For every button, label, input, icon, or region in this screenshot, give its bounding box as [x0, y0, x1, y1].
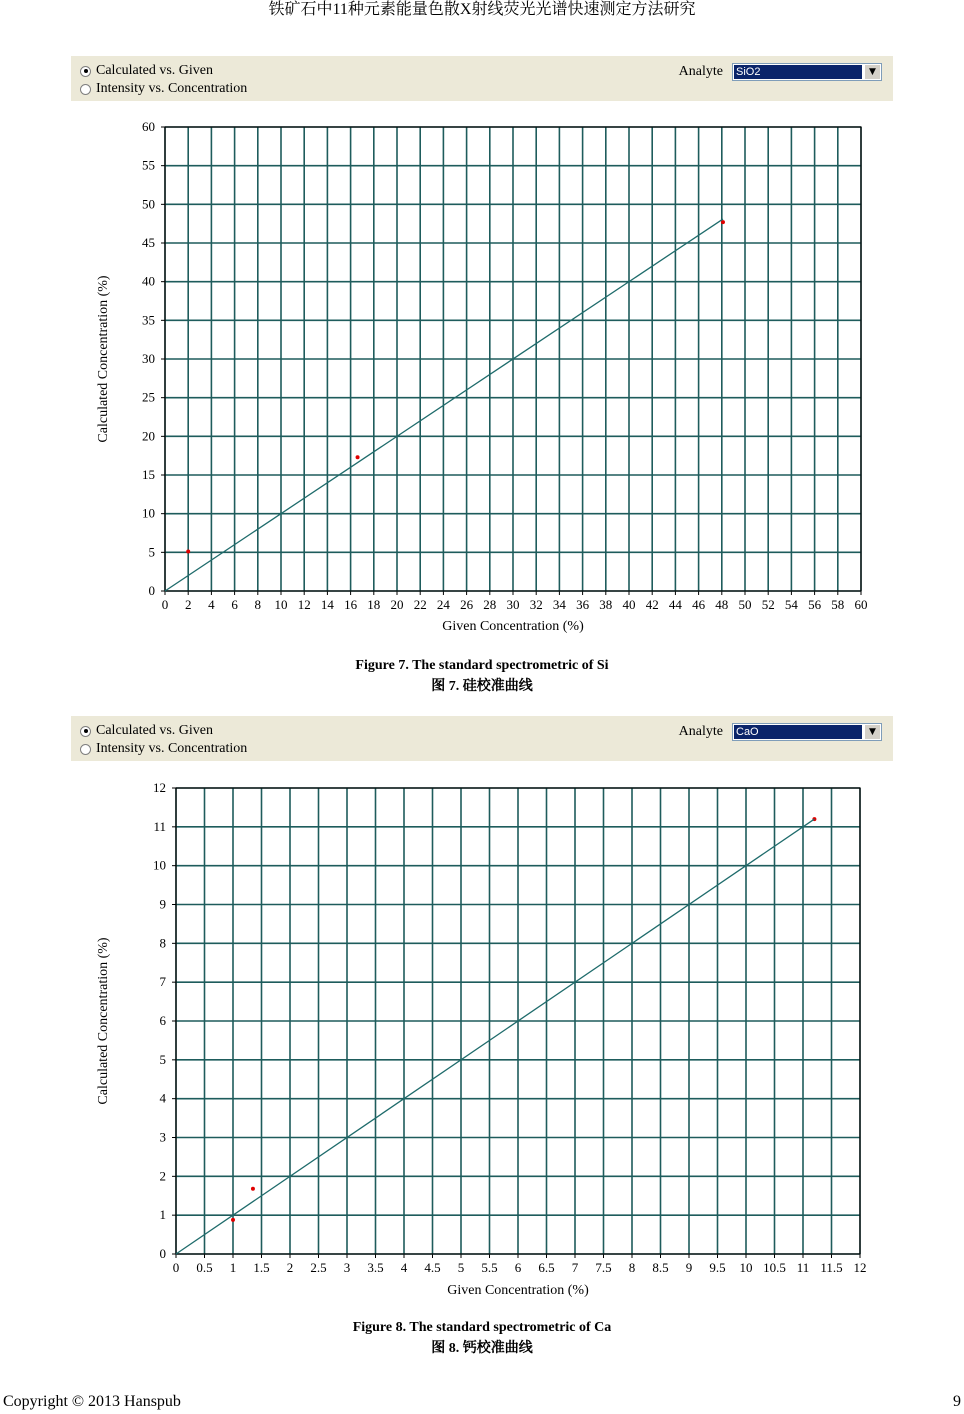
x-tick-label: 0	[172, 1260, 180, 1275]
x-tick-label: 28	[483, 597, 497, 612]
x-tick-label: 16	[344, 597, 358, 612]
x-tick-label: 42	[645, 597, 659, 612]
analyte-select[interactable]	[732, 723, 882, 741]
x-tick-label: 12	[297, 597, 311, 612]
x-tick-label: 7	[571, 1260, 579, 1275]
y-tick-label: 55	[142, 157, 155, 173]
figure-8-caption-en: Figure 8. The standard spectrometric of Ca	[352, 1320, 612, 1335]
x-tick-label: 56	[808, 597, 822, 612]
x-tick-label: 22	[413, 597, 427, 612]
x-tick-label: 60	[854, 597, 868, 612]
x-tick-label: 3.5	[367, 1260, 384, 1275]
figure-8-panel	[71, 716, 893, 1306]
x-tick-label: 58	[831, 597, 845, 612]
y-tick-label: 2	[159, 1168, 166, 1184]
y-tick-label: 10	[142, 505, 155, 521]
x-tick-label: 30	[506, 597, 520, 612]
x-tick-label: 32	[529, 597, 543, 612]
radio-button-icon[interactable]	[80, 84, 91, 95]
radio-intensity-vs-concentration[interactable]	[80, 741, 247, 757]
radio-button-selected-icon[interactable]	[80, 66, 91, 77]
x-tick-label: 5	[457, 1260, 465, 1275]
x-tick-label: 2.5	[310, 1260, 327, 1275]
x-tick-label: 10.5	[763, 1260, 786, 1275]
data-point	[186, 550, 190, 554]
x-tick-label: 44	[668, 597, 682, 612]
x-tick-label: 50	[738, 597, 752, 612]
radio-calculated-vs-given[interactable]	[80, 63, 213, 79]
x-tick-label: 54	[784, 597, 798, 612]
x-tick-label: 52	[761, 597, 775, 612]
x-tick-label: 0	[161, 597, 169, 612]
chevron-down-icon[interactable]: ▼	[864, 725, 880, 739]
x-tick-label: 34	[552, 597, 566, 612]
y-tick-label: 25	[142, 389, 155, 405]
x-tick-label: 7.5	[595, 1260, 612, 1275]
x-axis-title: Given Concentration (%)	[447, 1283, 589, 1298]
x-tick-label: 38	[599, 597, 613, 612]
analyte-label: Analyte	[678, 64, 723, 79]
y-tick-label: 15	[142, 467, 155, 482]
y-tick-label: 12	[153, 780, 166, 795]
x-tick-label: 8	[254, 597, 262, 612]
radio-label: Intensity vs. Concentration	[96, 81, 248, 96]
chart-toolbar	[71, 56, 893, 101]
radio-button-selected-icon[interactable]	[80, 726, 91, 737]
x-tick-label: 6	[514, 1260, 522, 1275]
x-axis-title: Given Concentration (%)	[442, 619, 584, 634]
y-tick-label: 30	[142, 351, 155, 366]
y-tick-label: 60	[142, 119, 155, 134]
y-tick-label: 5	[159, 1051, 166, 1067]
figure-7-panel	[71, 56, 893, 634]
y-tick-label: 6	[159, 1013, 166, 1028]
x-tick-label: 6	[231, 597, 238, 612]
chart-toolbar	[71, 716, 893, 761]
x-tick-label: 12	[853, 1260, 867, 1275]
x-tick-label: 26	[460, 597, 474, 612]
figure-7-caption-zh: 图 7. 硅校准曲线	[431, 679, 533, 694]
x-tick-label: 14	[320, 597, 334, 612]
y-tick-label: 5	[148, 544, 155, 560]
data-point	[251, 1187, 255, 1191]
x-tick-label: 9.5	[709, 1260, 726, 1275]
figure-7-caption-en: Figure 7. The standard spectrometric of Si	[355, 658, 609, 673]
x-tick-label: 24	[436, 597, 450, 612]
y-axis-title: Calculated Concentration (%)	[96, 937, 111, 1105]
y-tick-label: 8	[159, 935, 166, 951]
analyte-selected-value: CaO	[734, 725, 862, 739]
y-axis-title: Calculated Concentration (%)	[96, 275, 111, 443]
si-calibration-chart	[71, 101, 893, 634]
x-tick-label: 4	[400, 1260, 408, 1275]
x-tick-label: 10	[274, 597, 288, 612]
y-tick-label: 40	[142, 273, 155, 289]
y-tick-label: 20	[142, 428, 155, 444]
y-tick-label: 0	[159, 1246, 166, 1261]
y-tick-label: 11	[153, 818, 166, 834]
x-tick-label: 0.5	[196, 1260, 213, 1275]
y-tick-label: 50	[142, 196, 155, 212]
x-tick-label: 8.5	[652, 1260, 669, 1275]
radio-label: Calculated vs. Given	[96, 63, 214, 78]
x-tick-label: 11	[796, 1260, 810, 1275]
x-tick-label: 48	[715, 597, 729, 612]
x-tick-label: 18	[367, 597, 381, 612]
x-tick-label: 46	[692, 597, 706, 612]
x-tick-label: 40	[622, 597, 636, 612]
x-tick-label: 10	[739, 1260, 753, 1275]
x-tick-label: 9	[685, 1260, 693, 1275]
page-number: 9	[953, 1393, 961, 1410]
radio-calculated-vs-given[interactable]	[80, 723, 213, 739]
x-tick-label: 36	[576, 597, 590, 612]
data-point	[356, 455, 360, 459]
x-tick-label: 4.5	[424, 1260, 441, 1275]
radio-label: Intensity vs. Concentration	[96, 741, 248, 756]
y-tick-label: 7	[159, 974, 166, 990]
y-tick-label: 1	[159, 1207, 166, 1223]
analyte-select[interactable]	[732, 63, 882, 81]
chevron-down-icon[interactable]: ▼	[864, 65, 880, 79]
y-tick-label: 10	[153, 857, 166, 873]
y-tick-label: 0	[148, 583, 155, 598]
x-tick-label: 2	[286, 1260, 294, 1275]
x-tick-label: 2	[184, 597, 192, 612]
radio-button-icon[interactable]	[80, 744, 91, 755]
x-tick-label: 1	[229, 1260, 237, 1275]
x-tick-label: 4	[208, 597, 215, 612]
y-tick-label: 4	[159, 1090, 166, 1106]
figure-8-caption-zh: 图 8. 钙校准曲线	[431, 1341, 533, 1356]
x-tick-label: 5.5	[481, 1260, 498, 1275]
x-tick-label: 11.5	[820, 1260, 843, 1275]
y-tick-label: 45	[142, 235, 155, 250]
copyright: Copyright © 2013 Hanspub	[3, 1393, 181, 1410]
x-tick-label: 8	[628, 1260, 636, 1275]
y-tick-label: 9	[159, 896, 166, 912]
calibration-line	[176, 819, 814, 1254]
radio-label: Calculated vs. Given	[96, 723, 214, 738]
x-tick-label: 1.5	[253, 1260, 270, 1275]
analyte-selected-value: SiO2	[734, 65, 862, 79]
running-title: 铁矿石中11种元素能量色散X射线荧光光谱快速测定方法研究	[268, 1, 696, 18]
y-tick-label: 35	[142, 312, 155, 328]
ca-calibration-chart	[71, 761, 893, 1306]
x-tick-label: 20	[390, 597, 404, 612]
x-tick-label: 6.5	[538, 1260, 555, 1275]
x-tick-label: 3	[343, 1260, 351, 1275]
analyte-label: Analyte	[678, 724, 723, 739]
y-tick-label: 3	[159, 1129, 166, 1145]
data-point	[231, 1218, 235, 1222]
radio-intensity-vs-concentration[interactable]	[80, 81, 247, 97]
